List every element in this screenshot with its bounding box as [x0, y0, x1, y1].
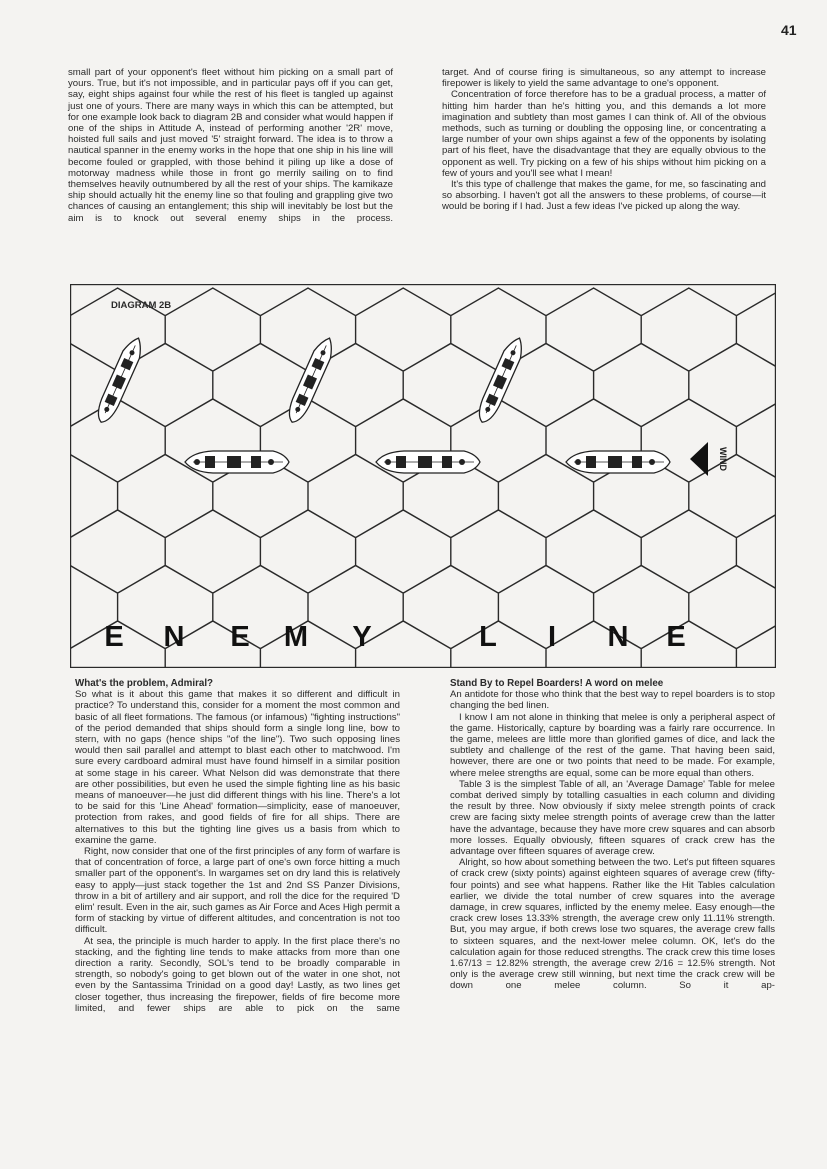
enemy-line-letter: Y	[352, 621, 372, 653]
enemy-line-letter: E	[104, 621, 124, 653]
paragraph: target. And of course firing is simultaneous, so any attempt to increase firepower is likely to yield the same advantage to one's opponent.	[442, 67, 766, 90]
paragraph: So what is it about this game that makes it so different and difficult in practice? To understand this, consider for a moment the most common and basic of all fleet formations. The famous (or infamous) "fighting instructions" of the period demanded that ships should form a single long line, bow to stern, with no gaps (hence ships "of the line"). Two such opposing lines would then sail parallel and attempt to blast each other to matchwood. I'm sure every cardboard admiral must have found himself in a similar position at some stage in his career. What Nelson did was demonstrate that there are other possibilities, but even he used the simple fighting line as his basic means of manoeuver—he just did different things with his line. There's a lot to be said for this 'Line Ahead' formation—simplicity, ease of manoeuver, protection from rakes, and good fields of fire for all ships. There are alternatives to this but the tighting line gives us a basis from which to examine the game.	[75, 689, 400, 846]
hex-grid	[70, 288, 776, 668]
paragraph: Table 3 is the simplest Table of all, an 'Average Damage' Table for melee combat derived simply by totalling casualties in each column and dividing the result by three. Now obviously if sixty melee strength points of crack crew are facing sixty melee strength points of average crew than the latter have the advantage, because they have more crew squares and can absorb more losses. Equally obviously, fifteen squares of crack crew has the advantage over fifteen squares of average crew.	[450, 778, 775, 858]
paragraph: At sea, the principle is much harder to apply. In the first place there's no stacking, and the fighting line tends to make attacks from more than one direction a rarity. Secondly, SOL's tend to be broadly comparable in strength, so nobody's going to get blown out of the water in one shot, not even by the Santassima Trinidad on a good day! Lastly, as two lines get closer together, thus increasing the firepower, fields of fire become more limited, and fewer ships are able to pick on the same	[75, 935, 400, 1014]
column-top-left	[68, 67, 393, 224]
hex-cells	[70, 288, 776, 668]
paragraph: Right, now consider that one of the first principles of any form of warfare is that of concentration of force, a large part of one's own force hitting a much smaller part of the opponent's. In wargames set on dry land this is relatively easy to apply—just stack together the 1st and 2nd SS Panzer Divisions, throw in a bit of artillery and air support, and roll the dice for the required 'D elim' result. Even in the air, such games as Air Force and Aces High permit a form of stacking by virtue of different altitudes, and concentration is not too difficult.	[75, 846, 400, 936]
paragraph: small part of your opponent's fleet without him picking on a small part of yours. True, but it's not impossible, and in particular pays off if you can get, say, eight ships against four while the rest of his fleet is tangled up against just one of yours. There are many ways in which this can be attempted, but for one example look back to diagram 2B and consider what would happen if one of the ships in Attitude A, instead of performing another '2R' move, hoisted full sails and just moved '5' straight forward. The idea is to throw a nautical spanner in the enemy works in the hope that one ship in his line will become fouled or grappled, with those behind it piling up like a dose of motorway madness while those in front go merrily sailing on to find themselves heavily outnumbered by all the rest of your ships. The kamikaze ship should actually hit the enemy line so that fouling and grappling give two chances of causing an entanglement; this ship will inevitably be lost but the aim is to knock out several enemy ships in the process.	[68, 67, 393, 224]
ship-line-1	[185, 451, 289, 473]
diagram-frame	[71, 285, 776, 668]
wind-label: WIND	[718, 447, 728, 471]
enemy-line-letter: M	[283, 621, 309, 653]
paragraph: Concentration of force therefore has to be a gradual process, a matter of hitting him harder than he's hitting you, and this demands a lot more imagination and subtlety than most games I can think of. All of the obvious methods, such as turning or doubling the opposing line, or concentrating a large number of your own ships against a few of the opponents by isolating part of his fleet, have the disadvantage that they are equally obvious to the opponent as well. Try picking on a few of his ships without him picking on a few of yours and you'll see what I mean!	[442, 89, 766, 179]
enemy-line-letter: L	[479, 621, 497, 653]
wind-arrow-icon	[690, 442, 708, 476]
diagram-2b	[70, 284, 776, 668]
section-heading: Stand By to Repel Boarders! A word on melee	[450, 678, 664, 689]
ship-line-2	[376, 451, 480, 473]
enemy-line-letter: N	[163, 621, 185, 653]
paragraph: It's this type of challenge that makes the game, for me, so fascinating and so absorbing. I haven't got all the answers to these problems, of course—it would be boring if I had. Just a few ideas I've picked up along the way.	[442, 179, 766, 213]
page-number: 41	[781, 22, 797, 38]
section-heading: What's the problem, Admiral?	[75, 678, 214, 689]
enemy-line-letter: E	[666, 621, 686, 653]
column-top-right	[442, 67, 766, 213]
paragraph: Alright, so how about something between the two. Let's put fifteen squares of crack crew (sixty points) against eighteen squares of average crew (fifty-four points) and see what happens. Rather like the Hit Tables calculation earlier, we divide the total number of crew squares into the average damage, in crew squares, inflicted by the enemy melee. Easy enough—the crack crew loses 13.33% strength, the average crew only 11.11% strength. But, you may argue, if both crews lose two squares, the average crew falls to sixteen squares, and the next-lower melee column. OK, let's do the calculation again for those reduced strengths. The crack crew this time loses 1.67/13 = 12.82% strength, the average crew 2/16 = 12.5% strength. Not only is the average crew still winning, but next time the crack crew will be down one melee column. So it ap-	[450, 857, 775, 992]
ship-attitude-a-1	[93, 334, 147, 425]
column-bottom-left	[75, 678, 400, 1014]
enemy-line-letter: N	[607, 621, 629, 653]
enemy-line-letter: I	[547, 621, 557, 653]
diagram-label: DIAGRAM 2B	[111, 300, 172, 311]
ship-line-3	[566, 451, 670, 473]
column-bottom-right	[450, 678, 775, 992]
paragraph: I know I am not alone in thinking that melee is only a peripheral aspect of the game. Historically, capture by boarding was a fairly rare occurrence. In the game, melees are little more than glorified games of dice, and lack the subtlety and challenge of the rest of the game. That having been said, however, there are one or two points that need to be made. For example, where melee strengths are equal, some can be more equal than others.	[450, 711, 775, 779]
paragraph: An antidote for those who think that the best way to repel boarders is to stop changing the bed linen.	[450, 689, 775, 712]
enemy-line-letter: E	[230, 621, 250, 653]
